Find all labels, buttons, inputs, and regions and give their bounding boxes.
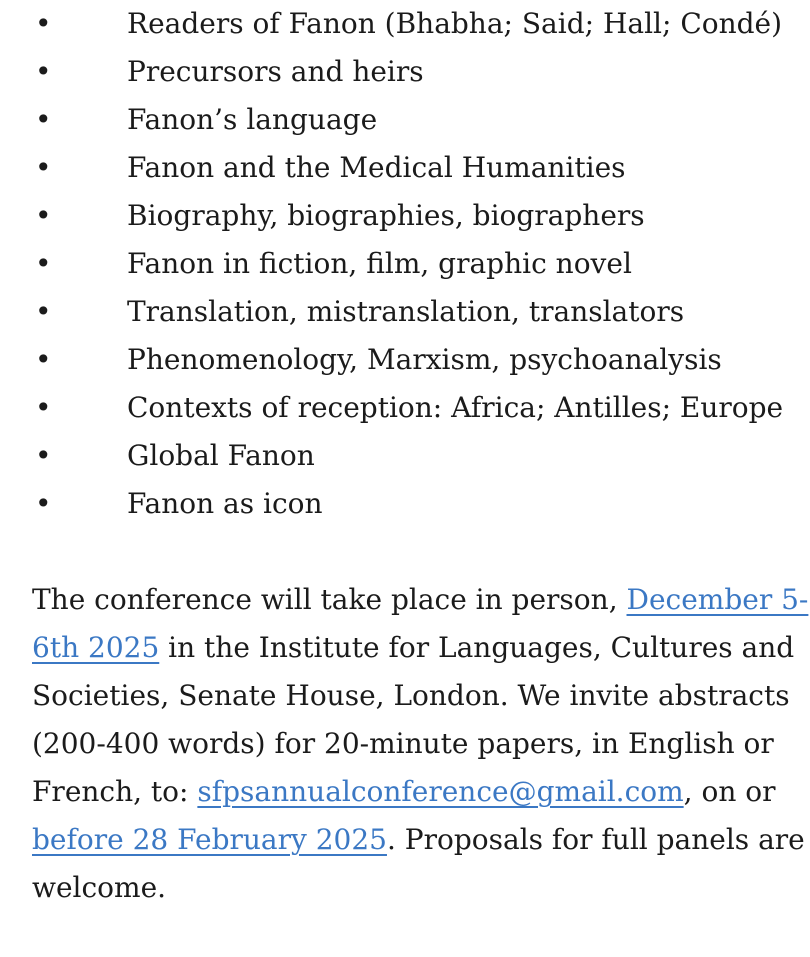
list-item <box>0 336 810 384</box>
paragraph-text: . Proposals for full panels are <box>386 823 805 856</box>
list-item-text: Fanon and the Medical Humanities <box>127 151 626 184</box>
paragraph-text: , on or <box>683 775 776 808</box>
paragraph-line <box>32 720 810 768</box>
conference-dates-link[interactable]: 6th 2025 <box>32 631 160 664</box>
paragraph-line <box>32 816 810 864</box>
bullet-icon: • <box>35 103 52 136</box>
email-link[interactable]: sfpsannualconference@gmail.com <box>197 775 684 808</box>
list-item-text: Precursors and heirs <box>127 55 424 88</box>
paragraph-line <box>32 768 810 816</box>
bullet-icon: • <box>35 343 52 376</box>
paragraph-line <box>32 672 810 720</box>
paragraph-text: French, to: <box>32 775 198 808</box>
paragraph-text: welcome. <box>32 871 167 904</box>
list-item <box>0 480 810 528</box>
bullet-icon: • <box>35 7 52 40</box>
list-item-text: Fanon in fiction, film, graphic novel <box>127 247 632 280</box>
list-item <box>0 288 810 336</box>
conference-dates-link[interactable]: December 5- <box>626 583 809 616</box>
deadline-link[interactable]: before 28 February 2025 <box>32 823 387 856</box>
list-item <box>0 240 810 288</box>
bullet-icon: • <box>35 487 52 520</box>
list-item <box>0 96 810 144</box>
paragraph-line <box>32 624 810 672</box>
paragraph-line <box>32 864 810 912</box>
list-item <box>0 0 810 48</box>
list-item-text: Fanon’s language <box>127 103 378 136</box>
paragraph-text: Societies, Senate House, London. We invite abstracts <box>32 679 790 712</box>
bullet-icon: • <box>35 55 52 88</box>
list-item-text: Global Fanon <box>127 439 315 472</box>
list-item <box>0 48 810 96</box>
list-item <box>0 384 810 432</box>
bullet-icon: • <box>35 391 52 424</box>
list-item-text: Readers of Fanon (Bhabha; Said; Hall; Condé) <box>127 7 783 40</box>
list-item <box>0 432 810 480</box>
list-item-text: Contexts of reception: Africa; Antilles; Europe <box>127 391 784 424</box>
paragraph-line <box>32 576 810 624</box>
bullet-icon: • <box>35 151 52 184</box>
list-item <box>0 144 810 192</box>
bullet-icon: • <box>35 295 52 328</box>
paragraph-text: in the Institute for Languages, Cultures and <box>159 631 795 664</box>
list-item <box>0 192 810 240</box>
bullet-icon: • <box>35 247 52 280</box>
paragraph-text: (200-400 words) for 20-minute papers, in English or <box>32 727 774 760</box>
list-item-text: Biography, biographies, biographers <box>127 199 645 232</box>
bullet-icon: • <box>35 439 52 472</box>
list-item-text: Translation, mistranslation, translators <box>127 295 685 328</box>
conference-paragraph <box>32 576 810 912</box>
list-item-text: Phenomenology, Marxism, psychoanalysis <box>127 343 722 376</box>
list-item-text: Fanon as icon <box>127 487 323 520</box>
bullet-icon: • <box>35 199 52 232</box>
paragraph-text: The conference will take place in person, <box>32 583 627 616</box>
